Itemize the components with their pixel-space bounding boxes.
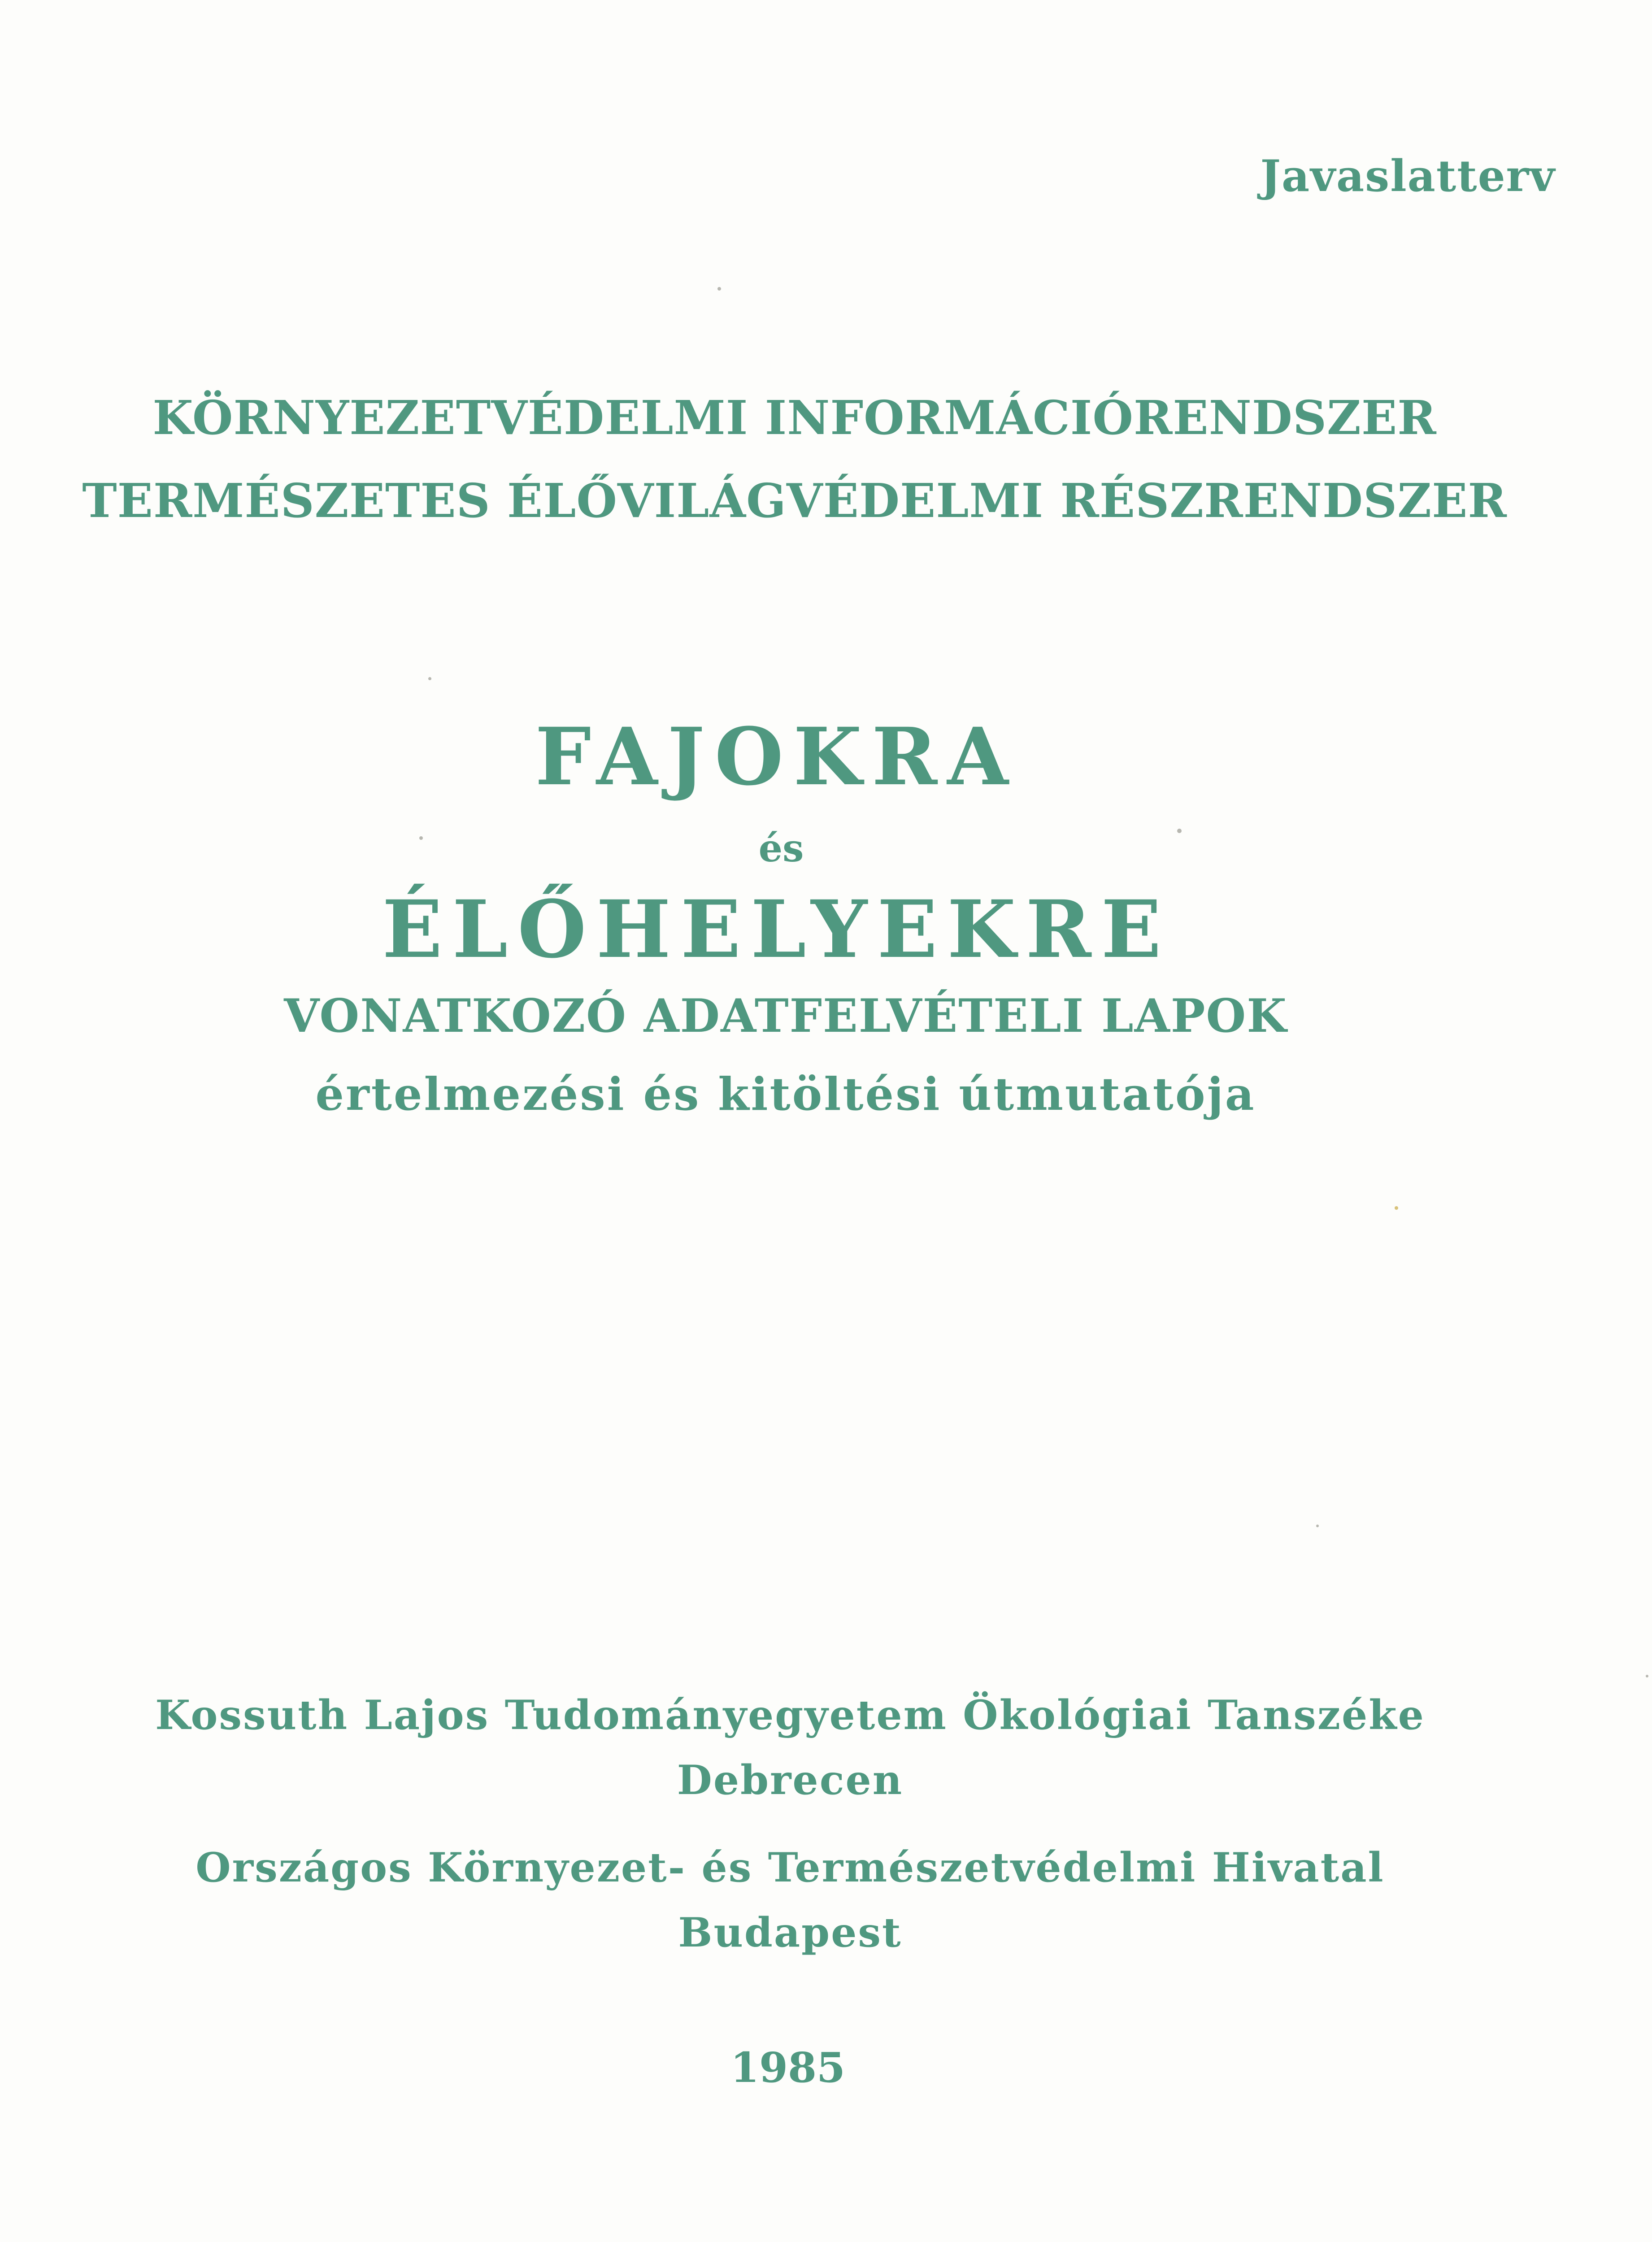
city-debrecen: Debrecen: [677, 1756, 904, 1804]
publication-year: 1985: [730, 2043, 846, 2092]
draft-label: Javaslatterv: [1260, 151, 1556, 201]
city-budapest: Budapest: [678, 1909, 902, 1956]
title-habitats: ÉLŐHELYEKRE: [382, 883, 1171, 976]
subtitle: VONATKOZÓ ADATFELVÉTELI LAPOK: [284, 989, 1287, 1043]
paper-speck: [428, 677, 431, 680]
title-connector: és: [758, 826, 804, 870]
paper-speck: [1316, 1525, 1319, 1527]
system-name-line-2: TERMÉSZETES ÉLŐVILÁGVÉDELMI RÉSZRENDSZER: [82, 473, 1507, 528]
paper-speck: [1177, 829, 1182, 833]
paper-speck: [419, 836, 423, 840]
title-species: FAJOKRA: [535, 710, 1018, 803]
system-name-line-1: KÖRNYEZETVÉDELMI INFORMÁCIÓRENDSZER: [152, 390, 1437, 445]
institution-university: Kossuth Lajos Tudományegyetem Ökológiai Tanszéke: [155, 1691, 1425, 1739]
paper-speck: [717, 287, 721, 291]
institution-office: Országos Környezet- és Természetvédelmi Hivatal: [196, 1844, 1385, 1891]
guide-line: értelmezési és kitöltési útmutatója: [315, 1068, 1256, 1121]
paper-speck: [1646, 1675, 1648, 1677]
paper-speck: [1395, 1206, 1398, 1210]
